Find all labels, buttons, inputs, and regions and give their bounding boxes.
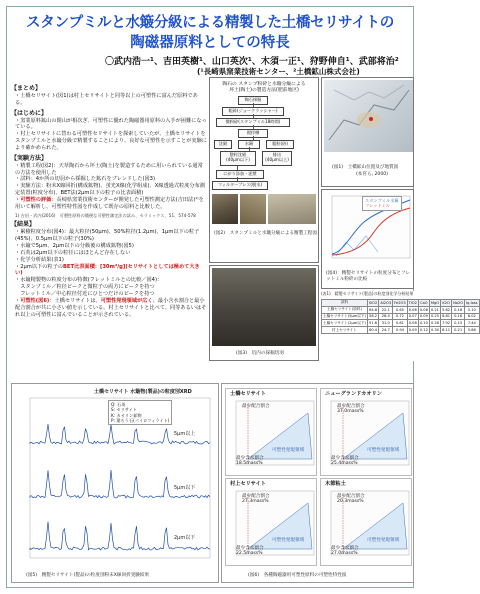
flow-step: (40μm以上) <box>265 156 289 162</box>
table-cell: 土橋セリサイト(原料) <box>322 306 368 313</box>
table-cell: 0.08 <box>408 321 417 326</box>
table-cell: 0.28 <box>430 321 439 326</box>
table-header-cell: CaO <box>420 300 428 305</box>
flow-step: 粗粒(砂) <box>266 140 294 149</box>
table-cell: 0.18 <box>452 306 465 313</box>
table-header-row <box>322 300 480 307</box>
table-cell: 0.15 <box>452 320 465 327</box>
table-row <box>322 313 480 320</box>
method-plasticity <box>15 197 207 211</box>
flow-step: 微粉砕(スタンプミル18時間) <box>216 118 290 127</box>
fig4-particle-size <box>321 189 414 289</box>
table-cell: 6.02 <box>465 313 479 320</box>
plasticity-panel <box>225 478 317 566</box>
table-cell: 土橋セリサイト(2μm以下) <box>323 320 366 325</box>
table-row <box>322 327 480 334</box>
table-cell: 0.72 <box>393 313 407 320</box>
table-cell: 村上セリサイト <box>322 327 368 334</box>
legend-entry: スタンプミル水簸 <box>365 198 399 203</box>
table-cell: 6.81 <box>442 314 451 319</box>
table-row <box>322 320 480 327</box>
fig3-mine-face <box>209 265 319 361</box>
plasticity-fig6-label: 可塑性(図6) <box>20 297 50 304</box>
result-item: ・水簸で5μm、2μm以下の分級後の構成鉱物(図5) <box>15 242 134 249</box>
table-header-cell: 試料 <box>322 300 368 307</box>
table-cell: 0.21 <box>452 327 465 334</box>
geology-map-image <box>324 80 413 152</box>
geology-map-shapes <box>324 80 413 152</box>
table-header-cell: Fe2O3 <box>394 300 406 305</box>
panel-title: 木節粘土 <box>325 481 346 487</box>
fig2-title-2: 坏土(陶土)の製造方法(肥前地区) <box>229 88 299 93</box>
legend-entry: K: カオリン鉱物 <box>111 412 142 418</box>
text-column <box>11 82 207 318</box>
plasticity-mid: ：土橋セリサイトは、 <box>49 297 101 304</box>
intro-item: ・窯業原料鉱山の閉山が相次ぎ、可塑性に優れた陶磁器用原料の入手が困難になっている。 <box>15 117 207 131</box>
table-cell: 7.92 <box>442 321 451 326</box>
flow-step-settle <box>220 151 256 166</box>
plasticity-panel <box>320 478 412 566</box>
table-cell: 5.10 <box>465 306 479 313</box>
table-cell: 0.07 <box>408 314 417 319</box>
method-item: ・実験方法：粉末X線回折(構成鉱物)、蛍光X線(化学組成)、X線透過式粒度分布測定装置(粒度分布)、BET法(2μm以下の粒子の比表面積) <box>15 183 205 197</box>
min-mix-value: 20.3mass% <box>337 499 364 504</box>
poster <box>6 6 478 588</box>
min-water-label: 最少含水割合 <box>236 546 264 551</box>
table-cell: 0.06 <box>408 307 417 312</box>
flow-step: 水簸 <box>238 140 260 149</box>
table-cell: 0.10 <box>419 321 428 326</box>
min-mix-label: 最少配合割合 <box>337 404 365 409</box>
title-line-1: スタンプミルと水簸分級による精製した土橋セリサイトの <box>26 15 394 31</box>
table-cell: 26.4 <box>379 313 393 320</box>
table-header-cell: SiO2 <box>368 300 378 305</box>
table-cell: 0.16 <box>452 313 465 320</box>
result-item: ・石英は2μm以下の粒径にはほとんど存在しない <box>15 249 131 256</box>
table-cell: 0.09 <box>408 328 417 333</box>
region-label: 可塑性発現領域 <box>272 538 305 543</box>
reference: 1) 吉田・武内(2016) 可塑性原料の簡便な可塑性測定法の試み、セラミックス、51、574-578 <box>15 212 196 218</box>
table-cell: 51.6 <box>369 321 378 326</box>
plasticity-panel <box>225 388 317 476</box>
fig2-flowchart <box>209 77 319 263</box>
region-label: 可塑性発現領域 <box>367 448 400 453</box>
min-mix-label: 最少配合割合 <box>337 494 365 499</box>
table-cell: 60.4 <box>369 328 378 333</box>
legend-entry: Q: 石英 <box>111 402 126 407</box>
flow-step: 排出 <box>272 152 282 157</box>
panel-title: 土橋セリサイト <box>230 391 266 397</box>
table-cell: 0.09 <box>419 314 428 319</box>
table-header-cell: Al2O3 <box>380 300 392 305</box>
region-label: 可塑性発現領域 <box>367 538 400 543</box>
fig5-header: 土橋セリサイト 水簸物(製品)の粒度別XRD <box>94 389 192 395</box>
min-water-value: 25.4mass% <box>331 461 358 466</box>
table-cell: 22.1 <box>379 306 393 313</box>
table-header-cell: Ig.loss <box>466 300 478 305</box>
result-item: ・水簸精製物の粒度分布の特徴(フレットミルとの比較／図4)： <box>15 277 163 284</box>
plasticity-rest: 、最小含水割合と最小配合割合が共に小さい値を示している。村上セリサイトと比べて、同等あるいはそれ以上の可塑性に富んでいることが示されている。 <box>15 297 207 318</box>
flow-step: 撹拌槽 <box>238 129 268 138</box>
plasticity-text: ：長崎県窯業技術センターが開発した可塑性測定方法(吉田法)¹⁾を用いて解析し、可塑性特性図を作成して既存の原料と比較した。 <box>15 197 204 210</box>
fig4-legend <box>362 196 402 211</box>
min-mix-value: 37.0mass% <box>337 409 364 414</box>
chemical-table <box>321 299 480 334</box>
table-cell: 58.2 <box>369 314 378 319</box>
fig5-xrd <box>11 383 219 583</box>
xrd-label: 2μm以下 <box>174 535 196 541</box>
legend-entry: S: セリサイト <box>111 407 137 413</box>
min-mix-value: 27.3mass% <box>242 499 269 504</box>
result-item: スタンプミル／粒径ピークと微粒子の両方にピークを持つ <box>15 284 155 291</box>
table-row <box>322 306 480 313</box>
flow-step: にがり添加・泥漿 <box>216 170 264 179</box>
fig5-legend <box>108 400 172 425</box>
plasticity-label: ・可塑性の評価 <box>15 197 52 204</box>
stamp-mill-photo <box>212 194 238 224</box>
method-item: ・試料：4か所の切羽から採掘した鉱石をブレンドした(図3) <box>15 176 155 183</box>
min-mix-label: 最少配合割合 <box>242 404 270 409</box>
fig5-caption: (図5) 精製セリサイト(製品)の粒度別粉末X線回折実験結果 <box>26 573 150 578</box>
table-cell: 31.0 <box>379 320 393 327</box>
fig1-caption: (図1) 土橋鉱山位置及び地質図 <box>332 165 399 170</box>
fig2-caption: (図2) スタンプミルと水簸分級による精製工程図 <box>214 231 317 236</box>
intro-heading: 【はじめに】 <box>11 109 48 117</box>
table-header-cell: K2O <box>442 300 450 305</box>
table-cell: 0.08 <box>419 307 428 312</box>
bet-value: BET比表面積：[30m²/g](セリサイトとしては極めて大きい) <box>15 263 200 277</box>
panel-title: ニューグランドカオリン <box>325 391 382 397</box>
min-water-value: 18.5mass% <box>236 461 263 466</box>
min-mix-label: 最少配合割合 <box>242 494 270 499</box>
table-cell: 0.81 <box>393 320 407 327</box>
fig1-map <box>321 77 414 187</box>
region-label: 可塑性発現領域 <box>272 448 305 453</box>
flow-step: 整粒沈殿 <box>229 152 247 157</box>
min-water-value: 27.0mass% <box>331 551 358 556</box>
min-water-value: 22.5mass% <box>236 551 263 556</box>
table-cell: 0.25 <box>430 314 439 319</box>
bet-prefix: ・2μm以下の粒子の <box>15 263 63 270</box>
flow-step-discharge <box>262 151 292 166</box>
intro-item: ・村上セリサイトに替わる可塑性セリサイトを探索していたが、土橋セリサイトをスタンプミルと水簸分級で精製することにより、良好な可塑性を示すことが実験により確かめられた。 <box>15 131 207 151</box>
xrd-label: 5μm以上 <box>174 431 196 437</box>
mine-face-photo <box>212 268 316 346</box>
table-cell: 0.94 <box>393 327 407 334</box>
summary-heading: 【まとめ】 <box>11 85 42 92</box>
flow-step: (40μm以下) <box>226 156 250 162</box>
fig3-caption: (図3) 坑内の採掘切羽 <box>236 351 284 356</box>
table-cell: 24.7 <box>379 327 393 334</box>
panel-title: 村上セリサイト <box>230 481 266 487</box>
result-item: フレットミル／中心粒径付近にひとつだけのピークを持つ <box>15 290 155 297</box>
filter-press-photo <box>268 194 316 224</box>
flow-step: 陶石採掘 <box>238 96 268 105</box>
table-cell: 7.44 <box>465 320 479 327</box>
fig1-subcaption: (本宮ら, 2000) <box>356 172 388 177</box>
table-cell: 土橋セリサイト(5μm以下) <box>323 313 366 318</box>
legend-entry: P: 葉ろう石(パイロフィライト) <box>111 417 170 423</box>
table1-chemical <box>321 291 478 361</box>
fig4-caption: (図4) 精製セリサイトの粒度分布とフレットミル粉砕の比較 <box>326 271 411 282</box>
fig6-caption: (図6) 各種陶磁器用可塑性原料の可塑性特性図 <box>248 573 347 578</box>
min-water-label: 最少含水割合 <box>236 456 264 461</box>
legend-entry: フレットミル <box>365 203 390 209</box>
table-cell: 0.21 <box>430 307 439 312</box>
table-cell: 6.11 <box>442 328 451 333</box>
flow-step: フィルタープレス(脱水) <box>212 181 268 190</box>
table-cell: 5.62 <box>442 307 451 312</box>
bullet: ・ <box>15 297 21 304</box>
result-bet <box>15 264 207 278</box>
result-plasticity <box>15 298 207 319</box>
table-header-cell: TiO2 <box>408 300 417 305</box>
table-cell: 5.86 <box>465 327 479 334</box>
table-header-cell: MgO <box>430 300 440 305</box>
min-water-label: 最少含水割合 <box>331 546 359 551</box>
table-cell: 64.8 <box>369 307 378 312</box>
xrd-label: 5μm以下 <box>174 485 196 491</box>
summary-item: ・土橋セリサイト(図1)は村上セリサイトと同等以上の可塑性に富んだ原料である。 <box>15 92 198 106</box>
plasticity-region-text: 可塑性発現領域が広く <box>100 297 153 304</box>
plasticity-panel <box>320 388 412 476</box>
method-item: ・精製工程(図2)：天草陶石から坏土(陶土)を製造するために用いられている通常の方法を使用した <box>15 162 203 176</box>
fig6-plasticity <box>221 383 414 583</box>
settling-tank-photo <box>240 194 266 224</box>
fig2-title-1: 陶石の スタンプ粉砕と水簸分級による <box>222 82 306 87</box>
authors: 〇武内浩一¹、吉田英樹¹、山口英次¹、木須一正¹、狩野伸自¹、武部将治² <box>105 57 399 67</box>
table1-caption: (表1) 精製セリサイト(製品)の粒度別化学分析結果 <box>321 291 414 296</box>
flow-step: 沈殿 <box>214 140 232 149</box>
table-cell: 0.30 <box>430 328 439 333</box>
table-cell: 0.12 <box>419 328 428 333</box>
title-line-2: 陶磁器原料としての特長 <box>130 35 290 51</box>
table-header-cell: Na2O <box>453 300 464 305</box>
result-item: ・化学分析結果(表1) <box>15 256 64 263</box>
method-heading: 【実験方法】 <box>11 154 48 162</box>
flow-step: 粗砕(ジョークラッシャー) <box>222 107 284 116</box>
min-water-label: 最少含水割合 <box>331 456 359 461</box>
result-heading: 【結果】 <box>11 221 36 229</box>
table-cell: 0.65 <box>393 306 407 313</box>
affiliation: (¹長崎県窯業技術センター、²土橋鉱山株式会社) <box>197 67 360 76</box>
result-item: ・累積粒度分布(図4)：最大粒径(50μm)、50%粒径(1.2μm)、1μm以下の粒子(45%)、0.5μm以下の粒子(30%) <box>15 229 200 243</box>
